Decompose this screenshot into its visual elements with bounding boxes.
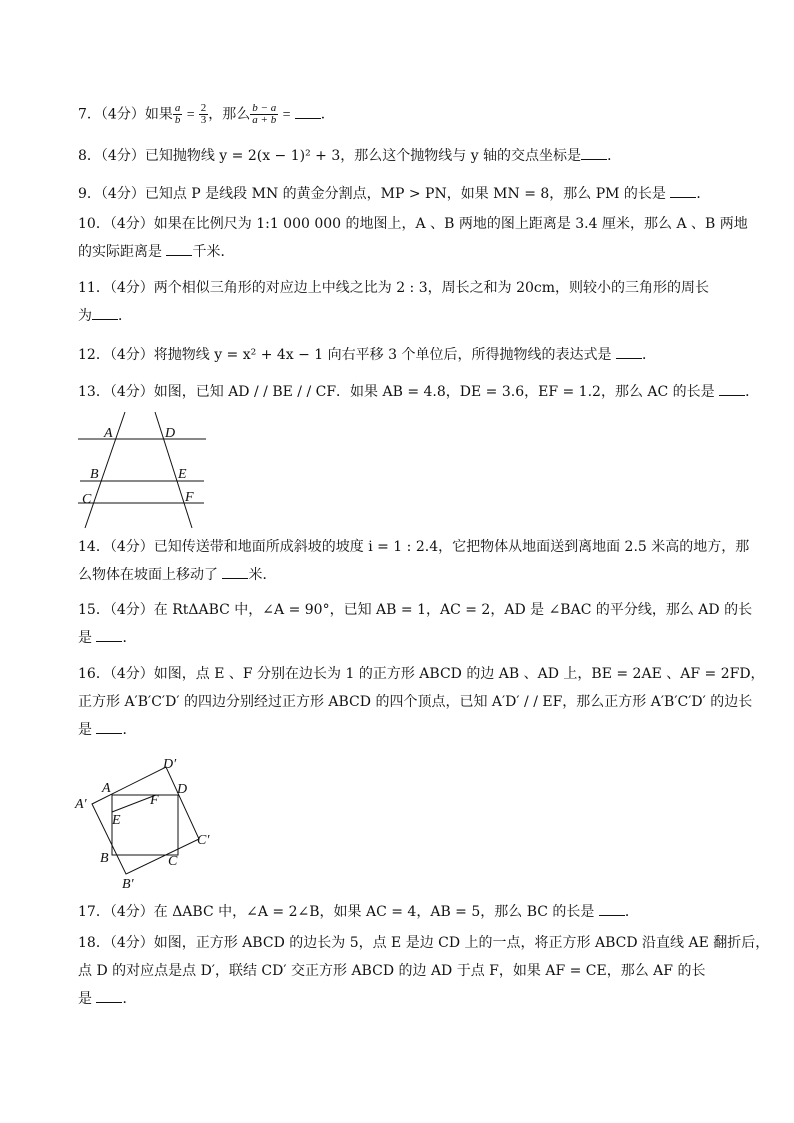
- fraction-expression: $\frac{b - a}{a + b}$: [252, 102, 277, 126]
- fraction-2-over-3: $\frac{2}{3}$: [200, 102, 207, 126]
- question-number: 16．: [78, 666, 110, 682]
- equals-sign: =: [278, 107, 295, 123]
- label-c: C: [168, 854, 178, 869]
- answer-blank[interactable]: [670, 185, 696, 198]
- question-score: （4分）: [109, 904, 154, 920]
- answer-blank[interactable]: [616, 346, 642, 359]
- figure-16-squares: [72, 752, 222, 894]
- label-d: D: [165, 426, 176, 441]
- period: ．: [696, 186, 711, 202]
- question-text: 为: [78, 308, 92, 324]
- question-text: 如图，正方形 ABCD 的边长为 5，点 E 是边 CD 上的一点，将正方形 ABCD 沿直线 AE 翻折后，: [153, 935, 770, 951]
- question-10: [78, 214, 748, 262]
- question-text: 么物体在坡面上移动了: [78, 567, 223, 583]
- question-17: [78, 902, 718, 922]
- equals-sign: =: [182, 107, 199, 123]
- question-7: [78, 103, 718, 126]
- question-number: 13．: [78, 384, 110, 400]
- question-score: （4分）: [109, 280, 154, 296]
- question-text: 如图，已知 AD / / BE / / CF．如果 AB = 4.8，DE = 3.6，EF = 1.2，那么 AC 的长是: [153, 384, 720, 400]
- label-f: F: [150, 793, 159, 808]
- answer-blank[interactable]: [222, 566, 248, 579]
- label-a: A: [102, 781, 111, 796]
- answer-blank[interactable]: [599, 903, 625, 916]
- square-abcd: [112, 795, 178, 855]
- question-text: 两个相似三角形的对应边上中线之比为 2 : 3，周长之和为 20cm，则较小的三角形的周长: [153, 280, 710, 296]
- question-text: 如图，点 E 、F 分别在边长为 1 的正方形 ABCD 的边 AB 、AD 上，BE = 2AE 、AF = 2FD，: [153, 666, 765, 682]
- question-text: 千米．: [192, 244, 235, 260]
- answer-blank[interactable]: [295, 106, 321, 119]
- question-18: [78, 933, 770, 1009]
- question-score: （4分）: [109, 935, 154, 951]
- question-number: 14．: [78, 539, 110, 555]
- answer-blank[interactable]: [96, 629, 122, 642]
- label-e: E: [178, 467, 187, 482]
- question-11: [78, 278, 718, 326]
- figure-13-parallel-lines: [74, 410, 214, 532]
- label-b: B: [100, 851, 109, 866]
- label-b: B: [90, 467, 99, 482]
- question-score: （4分）: [109, 539, 154, 555]
- question-16: [78, 664, 765, 740]
- answer-blank[interactable]: [96, 990, 122, 1003]
- question-text: 已知点 P 是线段 MN 的黄金分割点，MP > PN，如果 MN = 8，那么 PM 的长是: [144, 186, 671, 202]
- question-text: 如果在比例尺为 1:1 000 000 的地图上，A 、B 两地的图上距离是 3.4 厘米，那么 A 、B 两地: [153, 216, 748, 232]
- question-14: [78, 537, 750, 585]
- question-number: 9．: [78, 186, 101, 202]
- question-score: （4分）: [100, 106, 145, 123]
- period: ．: [122, 991, 137, 1007]
- question-text: 如果: [144, 106, 173, 123]
- question-number: 8．: [78, 148, 101, 164]
- period: ．: [745, 384, 760, 400]
- answer-blank[interactable]: [96, 721, 122, 734]
- question-text: 在 RtΔABC 中，∠A = 90°，已知 AB = 1，AC = 2，AD 是 ∠BAC 的平分线，那么 AD 的长: [153, 602, 753, 618]
- answer-blank[interactable]: [166, 243, 192, 256]
- question-13: [78, 382, 760, 402]
- period: ．: [122, 722, 137, 738]
- question-text: 米．: [248, 567, 277, 583]
- question-8: [78, 146, 718, 166]
- label-c-prime: C′: [197, 833, 210, 848]
- period: ．: [607, 148, 622, 164]
- label-f: F: [185, 490, 194, 505]
- question-text: 是: [78, 991, 97, 1007]
- answer-blank[interactable]: [92, 307, 118, 320]
- period: ．: [320, 106, 335, 123]
- answer-blank[interactable]: [581, 147, 607, 160]
- question-text: 点 D 的对应点是点 D′，联结 CD′ 交正方形 ABCD 的边 AD 于点 F，如果 AF = CE，那么 AF 的长: [78, 963, 706, 979]
- question-15: [78, 600, 753, 648]
- period: ．: [641, 347, 656, 363]
- question-score: （4分）: [109, 384, 154, 400]
- question-number: 17．: [78, 904, 110, 920]
- question-text: 已知抛物线 y = 2(x − 1)² + 3，那么这个抛物线与 y 轴的交点坐标是: [144, 148, 582, 164]
- question-score: （4分）: [100, 148, 145, 164]
- label-e: E: [112, 813, 121, 828]
- label-d: D: [177, 782, 188, 797]
- question-score: （4分）: [109, 347, 154, 363]
- label-b-prime: B′: [122, 877, 134, 892]
- question-text: 已知传送带和地面所成斜坡的坡度 i = 1 : 2.4，它把物体从地面送到离地面 2.5 米高的地方，那: [153, 539, 750, 555]
- question-number: 11．: [78, 280, 110, 296]
- question-text: 正方形 A′B′C′D′ 的四边分别经过正方形 ABCD 的四个顶点，已知 A′D′ / / EF，那么正方形 A′B′C′D′ 的边长: [78, 694, 753, 710]
- period: ．: [118, 308, 132, 324]
- question-9: [78, 184, 718, 204]
- fraction-a-over-b: $\frac{a}{b}$: [174, 102, 181, 126]
- question-score: （4分）: [109, 602, 154, 618]
- answer-blank[interactable]: [719, 383, 745, 396]
- question-number: 18．: [78, 935, 110, 951]
- question-score: （4分）: [109, 216, 154, 232]
- period: ．: [624, 904, 639, 920]
- question-text: 是: [78, 630, 97, 646]
- question-number: 7．: [78, 106, 101, 123]
- label-a: A: [104, 426, 113, 441]
- question-text: 在 ΔABC 中，∠A = 2∠B，如果 AC = 4，AB = 5，那么 BC 的长是: [153, 904, 599, 920]
- question-number: 15．: [78, 602, 110, 618]
- question-text: 的实际距离是: [78, 244, 167, 260]
- question-text: ，那么: [208, 106, 251, 123]
- question-text: 将抛物线 y = x² + 4x − 1 向右平移 3 个单位后，所得抛物线的表达式是: [153, 347, 616, 363]
- label-d-prime: D′: [163, 757, 177, 772]
- question-12: [78, 345, 718, 365]
- question-number: 12．: [78, 347, 110, 363]
- period: ．: [122, 630, 137, 646]
- question-number: 10．: [78, 216, 110, 232]
- question-text: 是: [78, 722, 97, 738]
- label-a-prime: A′: [75, 797, 87, 812]
- question-score: （4分）: [109, 666, 154, 682]
- label-c: C: [82, 492, 92, 507]
- question-score: （4分）: [100, 186, 145, 202]
